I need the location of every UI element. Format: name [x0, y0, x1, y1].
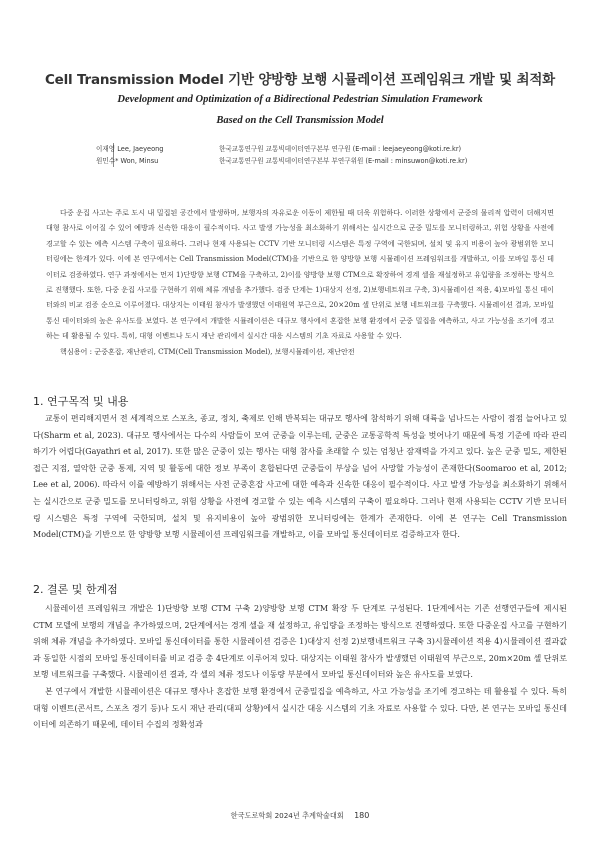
title-english-line1: Development and Optimization of a Bidirectional Pedestrian Simulation Framework: [117, 94, 483, 105]
author-name: 이재영 Lee, Jaeyeong: [96, 145, 164, 153]
author-affiliation: 한국교통연구원 교통빅데이터연구본부 연구원 (E-mail : leejaeyeong@koti.re.kr): [219, 145, 462, 153]
section-2-body: [33, 601, 567, 734]
author-affiliation: 한국교통연구원 교통빅데이터연구본부 부연구위원 (E-mail : minsuwon@koti.re.kr): [219, 157, 468, 165]
title-korean: Cell Transmission Model 기반 양방향 보행 시뮬레이션 프레임워크 개발 및 최적화: [44, 72, 556, 88]
section-1-paragraph: 교통이 편리해지면서 전 세계적으로 스포츠, 종교, 정치, 축제로 인해 반복되는 대규모 행사에 참석하기 위해 대륙을 넘나드는 사람이 점점 늘어나고 있다(Sharm et al, 2023). 대규모 행사에서는 다수의 사람들이 모여 군중을 이루는데, 군중은 교통공학적 특성을 벗어나기 때문에 특정 기준에 따라 관리하기가 어렵다(Gayathri et al, 2017). 또한 많은 군중이 있는 행사는 대형 참사를 초래할 수 있는 엄청난 잠재력을 가지고 있다. 높은 군중 밀도, 제한된 접근 지점, 열악한 군중 통제, 지역 및 활동에 대한 정보 부족이 혼합된다면 군중들이 부상을 넘어 사망할 가능성이 존재한다(Soomaroo et al, 2012; Lee et al, 2006). 따라서 이를 예방하기 위해서는 사전 군중혼잡 사고에 대한 예측과 신속한 대응이 필수적이다. 사고 발생 가능성을 최소화하기 위해서는 실시간으로 군중 밀도를 모니터링하고, 위험 상황을 사전에 경고할 수 있는 예측 시스템의 구축이 필요하다. 그러나 현재 사용되는 CCTV 기반 모니터링 시스템은 특정 구역에 국한되며, 설치 및 유지비용이 높아 광범위한 모니터링에는 한계가 존재한다. 이에 본 연구는 Cell Transmission Model(CTM)을 기반으로 한 양방향 보행 시뮬레이션 프레임워크를 개발하고, 이를 모바일 통신데이터로 검증하고자 한다.: [33, 414, 567, 540]
author-name: 원민수* Won, Minsu: [96, 157, 159, 165]
footer-conference: 한국도로학회 2024년 추계학술대회: [230, 811, 344, 820]
keywords: 핵심용어 : 군중혼잡, 재난관리, CTM(Cell Transmission Model), 보행시뮬레이션, 재난안전: [60, 346, 355, 356]
abstract: [46, 205, 554, 359]
author-row: [96, 143, 516, 155]
section-2-paragraph-2: 본 연구에서 개발한 시뮬레이션은 대규모 행사나 혼잡한 보행 환경에서 군중밀집을 예측하고, 사고 가능성을 조기에 경고하는 데 활용될 수 있다. 특히 대형 이벤트(콘서트, 스포츠 경기 등)나 도시 재난 관리(대피 상황)에서 실시간 대응 시스템의 기초 자료로 사용할 수 있다. 다만, 본 연구는 모바일 통신데이터에 의존하기 때문에, 데이터 수집의 정확성과: [33, 686, 567, 730]
section-heading-2: 2. 결론 및 한계점: [33, 583, 118, 596]
page-number: 180: [354, 811, 370, 820]
author-row: [96, 155, 516, 167]
abstract-text: 다중 운집 사고는 주로 도시 내 밀집된 공간에서 발생하며, 보행자의 자유로운 이동이 제한될 때 더욱 위험하다. 이러한 상황에서 군중의 물리적 압력이 더해지면 대형 참사로 이어질 수 있어 예방과 신속한 대응이 필수적이다. 사고 발생 가능성을 최소화하기 위해서는 실시간으로 군중 밀도를 모니터링하고, 위험 상황을 사전에 경고할 수 있는 예측 시스템 구축이 필요하다. 그러나 현재 사용되는 CCTV 기반 모니터링 시스템은 특정 구역에 국한되며, 설치 및 유지 비용이 높아 광범위한 모니터링에는 한계가 있다. 이에 본 연구에서는 Cell Transmission Model(CTM)을 기반으로 한 양방향 보행 시뮬레이션 프레임워크를 개발하고, 이를 모바일 통신 데이터로 검증하였다. 연구 과정에서는 먼저 1)단방향 보행 CTM을 구축하고, 2)이를 양방향 보행 CTM으로 확장하여 경계 셀을 재설정하고 유입량을 조정하는 방식으로 진행했다. 또한, 다중 운집 사고를 구현하기 위해 체류 개념을 추가했다. 검증 단계는 1)대상지 선정, 2)보행네트워크 구축, 3)시뮬레이션 적용, 4)모바일 통신 데이터와의 비교 검증 순으로 이루어졌다. 대상지는 이태원 참사가 발생했던 이태원역 부근으로, 20×20m 셀 단위로 보행 네트워크를 구축했다. 시뮬레이션 결과, 모바일 통신 데이터와의 높은 유사도를 보였다. 본 연구에서 개발한 시뮬레이션은 대규모 행사에서 혼잡한 보행 환경에서 군중 밀집을 예측하고, 사고 가능성을 조기에 경고하는 데 활용될 수 있다. 특히, 대형 이벤트나 도시 재난 관리에서 실시간 대응 시스템의 기초 자료로 사용할 수 있다.: [46, 208, 555, 341]
section-2-paragraph-1: 시뮬레이션 프레임워크 개발은 1)단방향 보행 CTM 구축 2)양방향 보행 CTM 확장 두 단계로 구성된다. 1단계에서는 기존 선행연구들에 제시된 CTM 모델에 보행의 개념을 추가하였으며, 2단계에서는 경계 셀을 재 설정하고, 유입량을 조정하는 방식으로 진행하였다. 또한 다중운집 사고를 구현하기 위해 체류 개념을 추가하였다. 모바일 통신데이터를 통한 시뮬레이션 검증은 1)대상지 선정 2)보행네트워크 구축 3)시뮬레이션 적용 4)시뮬레이션 결과값과 동일한 시점의 모바일 통신데이터를 비교 검증 총 4단계로 이루어져 있다. 대상지는 이태원 참사가 발생했던 이태원역 부근으로, 20m×20m 셀 단위로 보행 네트워크를 구축했다. 시뮬레이션 결과, 각 셀의 체류 정도나 이동량 부분에서 모바일 통신데이터와 높은 유사도를 보였다.: [33, 604, 567, 680]
title-english-line2: Based on the Cell Transmission Model: [216, 115, 384, 126]
section-1-body: [33, 411, 567, 544]
page-footer: [0, 811, 600, 821]
section-heading-1: 1. 연구목적 및 내용: [33, 395, 129, 408]
author-block: [96, 143, 516, 167]
